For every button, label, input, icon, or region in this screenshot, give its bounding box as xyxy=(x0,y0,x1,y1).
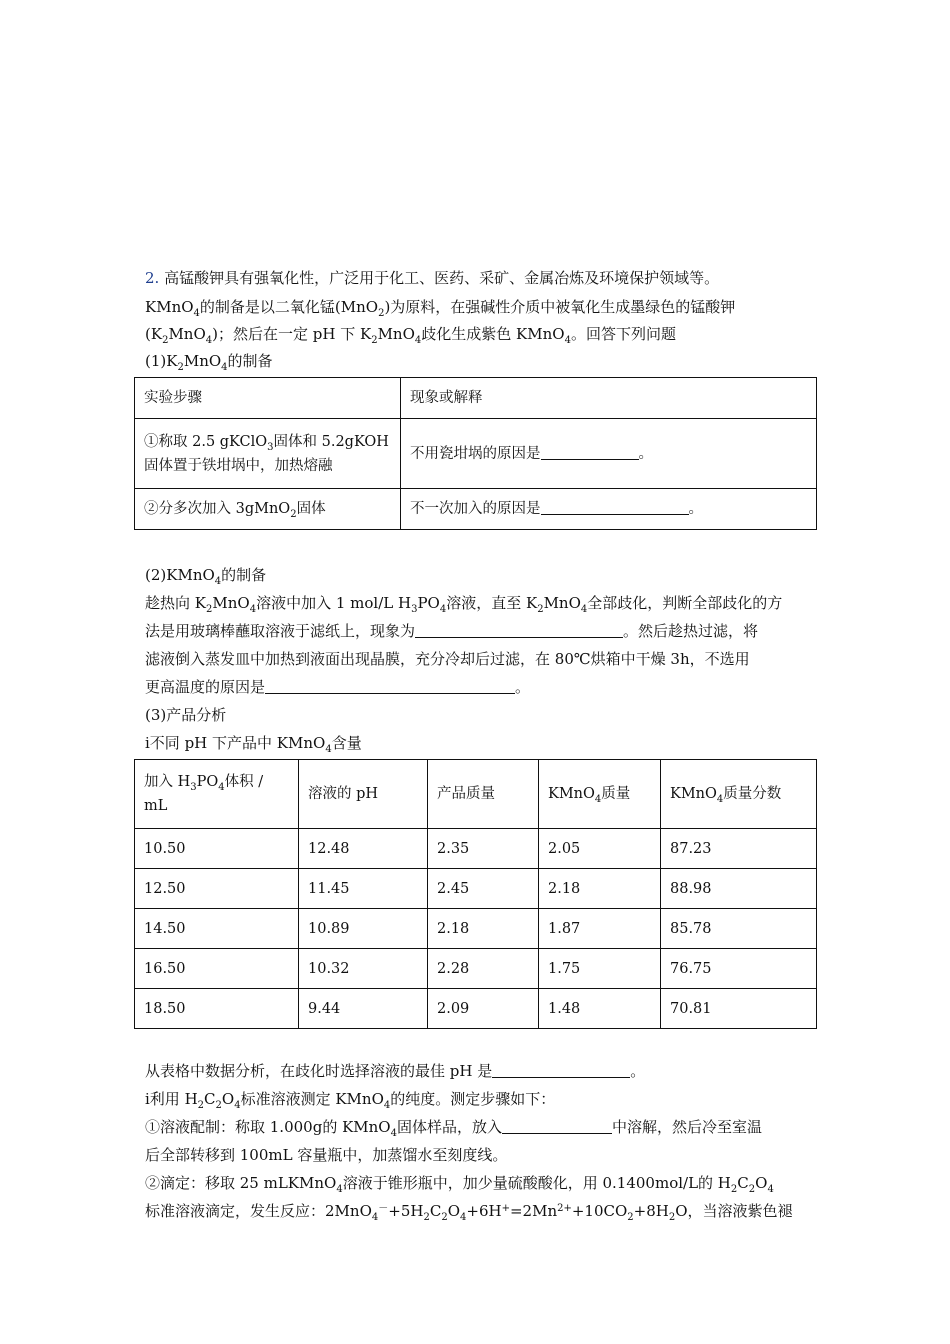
table-header-cell xyxy=(539,760,661,829)
table-cell: 10.50 xyxy=(135,829,299,869)
answer-blank[interactable] xyxy=(265,679,515,694)
part1-heading xyxy=(145,351,273,371)
text: 法是用玻璃棒蘸取溶液于滤纸上，现象为 xyxy=(145,622,416,640)
subscript: 2 xyxy=(627,1212,634,1223)
text: (K xyxy=(145,325,163,343)
table-header-cell xyxy=(135,760,299,829)
text: 全部歧化，判断全部歧化的方 xyxy=(587,594,783,612)
text: 从表格中数据分析，在歧化时选择溶液的最佳 pH 是 xyxy=(145,1062,493,1080)
subscript: 2 xyxy=(423,1212,430,1223)
subscript: 4 xyxy=(214,576,222,587)
text: 。 xyxy=(638,445,653,462)
answer-blank[interactable] xyxy=(415,623,623,638)
formula: KMnO xyxy=(145,298,194,316)
part2-line-1 xyxy=(145,593,782,613)
text: )；然后在一定 pH 下 K xyxy=(212,325,372,343)
intro-text: 高锰酸钾具有强氧化性，广泛用于化工、医药、采矿、金属冶炼及环境保护领域等。 xyxy=(164,269,720,287)
subscript: 3 xyxy=(411,604,418,615)
text: 标准溶液滴定，发生反应：2MnO xyxy=(145,1202,372,1220)
step1-line-2 xyxy=(145,1145,507,1165)
subscript: 4 xyxy=(414,335,422,346)
text: (2)KMnO xyxy=(145,566,215,584)
table-cell: 88.98 xyxy=(661,869,817,909)
subscript: 4 xyxy=(716,794,724,805)
table-header-cell xyxy=(661,760,817,829)
text: ①称取 2.5 gKClO xyxy=(144,433,268,450)
subscript: 2 xyxy=(441,1212,448,1223)
text: MnO xyxy=(212,594,250,612)
text: 固体样品，放入 xyxy=(396,1118,502,1136)
table-cell: 2.35 xyxy=(428,829,539,869)
subscript: 4 xyxy=(460,1212,467,1223)
table-cell: 10.32 xyxy=(299,949,428,989)
text: 趁热向 K xyxy=(145,594,206,612)
superscript: + xyxy=(501,1203,510,1214)
text: KMnO xyxy=(670,786,717,802)
text: (3)产品分析 xyxy=(145,706,227,724)
subscript: 4 xyxy=(767,1184,774,1195)
text: ②分多次加入 3gMnO xyxy=(144,501,291,517)
table-header-row xyxy=(135,760,817,829)
subscript: 4 xyxy=(371,1212,379,1223)
table-cell: 85.78 xyxy=(661,909,817,949)
table-header-cell: 实验步骤 xyxy=(135,378,401,419)
step2-line-2 xyxy=(145,1201,793,1221)
subscript: 2 xyxy=(748,1184,756,1195)
part2-line-2 xyxy=(145,621,758,641)
table-cell-note xyxy=(401,489,817,530)
subscript: 2 xyxy=(177,362,184,373)
text: ①溶液配制：称取 1.000g的 KMnO xyxy=(145,1118,391,1136)
text: 溶液中加入 1 mol/L H xyxy=(256,594,412,612)
text: =2Mn xyxy=(509,1202,558,1220)
text: O xyxy=(221,1090,235,1108)
text: +6H xyxy=(466,1202,502,1220)
text: 歧化生成紫色 KMnO xyxy=(421,325,565,343)
text: 加入 H xyxy=(144,774,191,790)
subscript: 2 xyxy=(162,335,169,346)
table-cell: 12.50 xyxy=(135,869,299,909)
text: 质量 xyxy=(601,786,631,802)
subscript: 2 xyxy=(215,1100,222,1111)
table-cell: 14.50 xyxy=(135,909,299,949)
table-cell: 11.45 xyxy=(299,869,428,909)
table-cell: 2.18 xyxy=(539,869,661,909)
text: 固体置于铁坩埚中，加热熔融 xyxy=(144,457,333,474)
subscript: 2 xyxy=(290,509,297,520)
text: O，当溶液紫色褪 xyxy=(675,1202,793,1220)
table-row xyxy=(135,949,817,989)
text: 。 xyxy=(630,1062,646,1080)
table-cell: 1.87 xyxy=(539,909,661,949)
table-cell: 10.89 xyxy=(299,909,428,949)
text: mL xyxy=(144,798,168,814)
subscript: 4 xyxy=(205,335,213,346)
text: 。 xyxy=(688,501,703,517)
text: 不用瓷坩埚的原因是 xyxy=(410,445,541,462)
text: KMnO xyxy=(548,786,595,802)
part3-sub-i xyxy=(145,733,362,753)
text: +10CO xyxy=(571,1202,628,1220)
subscript: 4 xyxy=(221,362,228,373)
part3-sub-ii xyxy=(145,1089,555,1109)
text: MnO xyxy=(543,594,581,612)
table-cell: 87.23 xyxy=(661,829,817,869)
table-cell-step xyxy=(135,419,401,489)
table-cell: 18.50 xyxy=(135,989,299,1029)
text: (1)K xyxy=(145,352,178,370)
subscript: 4 xyxy=(249,604,257,615)
text: 滤液倒入蒸发皿中加热到液面出现晶膜，充分冷却后过滤，在 80℃烘箱中干燥 3h，不选用 xyxy=(145,650,750,668)
text: 。然后趁热过滤，将 xyxy=(623,622,759,640)
subscript: 4 xyxy=(218,782,225,793)
subscript: 2 xyxy=(537,604,544,615)
preparation-table xyxy=(134,377,817,530)
text: 含量 xyxy=(331,734,362,752)
subscript: 3 xyxy=(190,782,197,793)
subscript: 4 xyxy=(325,744,332,755)
text: 更高温度的原因是 xyxy=(145,678,266,696)
text: 的制备 xyxy=(227,352,273,370)
text: 溶液，直至 K xyxy=(446,594,538,612)
table-cell: 1.75 xyxy=(539,949,661,989)
text: O xyxy=(447,1202,460,1220)
table-row xyxy=(135,989,817,1029)
part2-line-3 xyxy=(145,649,750,669)
text: C xyxy=(429,1202,442,1220)
table-cell: 2.45 xyxy=(428,869,539,909)
subscript: 2 xyxy=(730,1184,738,1195)
table-cell: 2.28 xyxy=(428,949,539,989)
table-row xyxy=(135,869,817,909)
table-cell: 9.44 xyxy=(299,989,428,1029)
text: C xyxy=(204,1090,216,1108)
subscript: 3 xyxy=(267,441,274,453)
table-header-cell: 产品质量 xyxy=(428,760,539,829)
table-row xyxy=(135,909,817,949)
text: 溶液于锥形瓶中，加少量硫酸酸化，用 0.1400mol/L的 H xyxy=(342,1174,731,1192)
text: ②滴定：移取 25 mLKMnO xyxy=(145,1174,337,1192)
text: +5H xyxy=(388,1202,424,1220)
text: O xyxy=(755,1174,768,1192)
text: 的制备 xyxy=(221,566,267,584)
part2-heading xyxy=(145,565,266,585)
superscript: － xyxy=(378,1203,389,1214)
subscript: 4 xyxy=(234,1100,241,1111)
table-row xyxy=(135,829,817,869)
text: i不同 pH 下产品中 KMnO xyxy=(145,734,326,752)
table-cell-step xyxy=(135,489,401,530)
subscript: 4 xyxy=(594,794,602,805)
subscript: 2 xyxy=(378,308,385,319)
question-intro-line-1 xyxy=(145,268,719,288)
answer-blank[interactable] xyxy=(492,1063,630,1078)
text: 固体和 5.2gKOH xyxy=(273,433,389,450)
text: 固体 xyxy=(296,501,326,517)
text: 。 xyxy=(515,678,531,696)
text: 后全部转移到 100mL 容量瓶中，加蒸馏水至刻度线。 xyxy=(145,1146,508,1164)
table-cell: 2.18 xyxy=(428,909,539,949)
subscript: 4 xyxy=(336,1184,343,1195)
subscript: 4 xyxy=(390,1128,397,1139)
text: 质量分数 xyxy=(723,786,782,802)
text: i利用 H xyxy=(145,1090,198,1108)
table-cell: 76.75 xyxy=(661,949,817,989)
step1-line-1 xyxy=(145,1117,762,1137)
subscript: 2 xyxy=(371,335,378,346)
text: PO xyxy=(417,594,440,612)
analysis-line xyxy=(145,1061,645,1081)
answer-blank[interactable] xyxy=(541,445,639,460)
step2-line-1 xyxy=(145,1173,774,1193)
subscript: 4 xyxy=(193,308,200,319)
table-cell: 16.50 xyxy=(135,949,299,989)
subscript: 2 xyxy=(197,1100,205,1111)
answer-blank[interactable] xyxy=(541,500,689,515)
table-row xyxy=(135,489,817,530)
part3-heading xyxy=(145,705,226,725)
subscript: 4 xyxy=(439,604,447,615)
text: 。回答下列问题 xyxy=(570,325,676,343)
subscript: 2 xyxy=(668,1212,676,1223)
text: MnO xyxy=(183,352,222,370)
text: 的纯度。测定步骤如下： xyxy=(390,1090,556,1108)
table-cell: 2.09 xyxy=(428,989,539,1029)
text: 中溶解，然后冷至室温 xyxy=(612,1118,763,1136)
table-header-cell: 现象或解释 xyxy=(401,378,817,419)
table-cell-note xyxy=(401,419,817,489)
table-cell: 2.05 xyxy=(539,829,661,869)
text: 的制备是以二氧化锰(MnO xyxy=(199,298,379,316)
part2-line-4 xyxy=(145,677,530,697)
text: +8H xyxy=(633,1202,669,1220)
text: )为原料，在强碱性介质中被氧化生成墨绿色的锰酸钾 xyxy=(384,298,736,316)
superscript: 2+ xyxy=(557,1203,572,1214)
subscript: 4 xyxy=(383,1100,391,1111)
text: MnO xyxy=(168,325,206,343)
table-cell: 70.81 xyxy=(661,989,817,1029)
text: 标准溶液测定 KMnO xyxy=(240,1090,384,1108)
table-cell: 12.48 xyxy=(299,829,428,869)
text: 体积 / xyxy=(224,774,264,790)
table-header-cell: 溶液的 pH xyxy=(299,760,428,829)
question-number: 2. xyxy=(145,269,160,287)
text: MnO xyxy=(377,325,415,343)
text: PO xyxy=(196,774,219,790)
subscript: 4 xyxy=(564,335,571,346)
question-intro-line-2 xyxy=(145,297,735,317)
ph-content-table xyxy=(134,759,817,1029)
question-intro-line-3 xyxy=(145,324,676,344)
table-row xyxy=(135,419,817,489)
answer-blank[interactable] xyxy=(502,1119,612,1134)
subscript: 4 xyxy=(580,604,588,615)
text: 不一次加入的原因是 xyxy=(410,501,541,517)
table-header-row xyxy=(135,378,817,419)
subscript: 2 xyxy=(205,604,213,615)
table-cell: 1.48 xyxy=(539,989,661,1029)
text: C xyxy=(737,1174,749,1192)
